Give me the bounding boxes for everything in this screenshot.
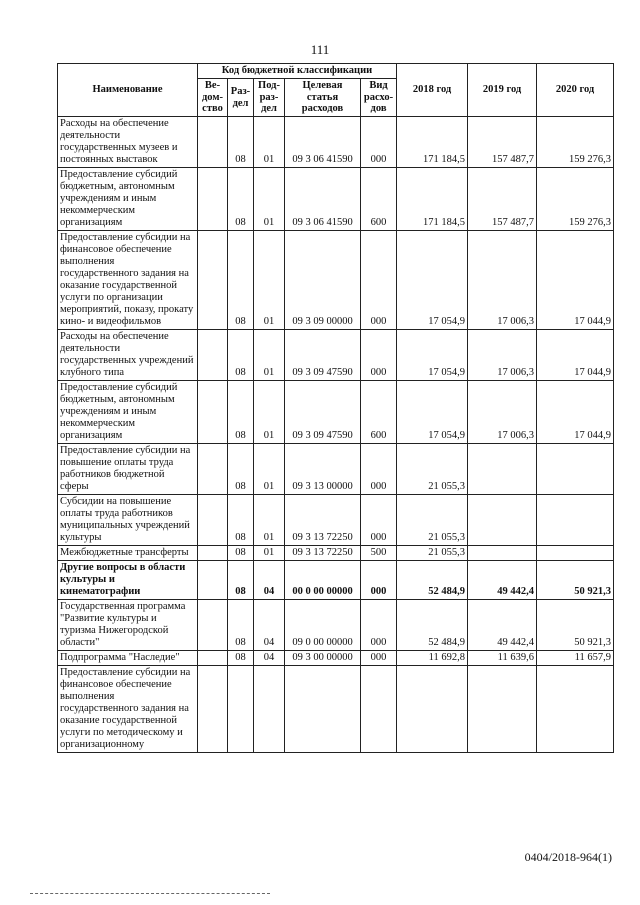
row-ved — [198, 168, 228, 231]
column-group-header: Код бюджетной классификации — [198, 64, 397, 79]
row-name: Предоставление субсидии на финансовое обеспечение выполнения государственного задания на оказание государственной услуги по методическому и организационному — [58, 666, 198, 753]
row-razdel: 08 — [228, 546, 254, 561]
table-row — [58, 651, 614, 666]
row-razdel: 08 — [228, 231, 254, 330]
row-value-2018 — [397, 666, 468, 753]
row-value-2018: 17 054,9 — [397, 381, 468, 444]
row-target: 00 0 00 00000 — [285, 561, 361, 600]
row-value-2018: 11 692,8 — [397, 651, 468, 666]
row-name: Расходы на обеспечение деятельности государственных музеев и постоянных выставок — [58, 117, 198, 168]
row-ved — [198, 444, 228, 495]
row-value-2020: 159 276,3 — [537, 117, 614, 168]
row-name: Подпрограмма "Наследие" — [58, 651, 198, 666]
row-razdel: 08 — [228, 444, 254, 495]
row-podrazdel: 01 — [254, 495, 285, 546]
table-row — [58, 666, 614, 753]
row-razdel: 08 — [228, 561, 254, 600]
row-value-2019 — [468, 666, 537, 753]
row-ved — [198, 666, 228, 753]
row-podrazdel: 01 — [254, 231, 285, 330]
table-row — [58, 117, 614, 168]
row-value-2020: 159 276,3 — [537, 168, 614, 231]
row-name: Межбюджетные трансферты — [58, 546, 198, 561]
row-vid: 000 — [361, 495, 397, 546]
row-name: Субсидии на повышение оплаты труда работников муниципальных учреждений культуры — [58, 495, 198, 546]
row-razdel: 08 — [228, 651, 254, 666]
column-header-podrazdel: Под- раз- дел — [254, 79, 285, 117]
row-value-2020 — [537, 666, 614, 753]
row-ved — [198, 651, 228, 666]
row-vid: 600 — [361, 168, 397, 231]
row-value-2020 — [537, 546, 614, 561]
row-value-2019: 157 487,7 — [468, 168, 537, 231]
row-podrazdel — [254, 666, 285, 753]
row-vid: 000 — [361, 651, 397, 666]
row-value-2019: 17 006,3 — [468, 381, 537, 444]
row-ved — [198, 117, 228, 168]
row-value-2019 — [468, 495, 537, 546]
row-razdel: 08 — [228, 600, 254, 651]
row-value-2020: 50 921,3 — [537, 561, 614, 600]
row-value-2020: 17 044,9 — [537, 231, 614, 330]
row-target: 09 3 00 00000 — [285, 651, 361, 666]
row-target: 09 3 06 41590 — [285, 168, 361, 231]
row-vid: 500 — [361, 546, 397, 561]
row-value-2020: 17 044,9 — [537, 330, 614, 381]
row-podrazdel: 04 — [254, 651, 285, 666]
row-ved — [198, 231, 228, 330]
column-header-vid: Вид расхо- дов — [361, 79, 397, 117]
table-row — [58, 231, 614, 330]
row-name: Предоставление субсидий бюджетным, автономным учреждениям и иным некоммерческим организациям — [58, 381, 198, 444]
row-value-2018: 21 055,3 — [397, 495, 468, 546]
row-value-2020: 11 657,9 — [537, 651, 614, 666]
row-razdel: 08 — [228, 495, 254, 546]
row-podrazdel: 01 — [254, 546, 285, 561]
row-value-2020 — [537, 444, 614, 495]
row-target: 09 0 00 00000 — [285, 600, 361, 651]
row-value-2018: 17 054,9 — [397, 231, 468, 330]
row-podrazdel: 01 — [254, 381, 285, 444]
row-podrazdel: 04 — [254, 561, 285, 600]
row-value-2019: 49 442,4 — [468, 600, 537, 651]
table-row — [58, 330, 614, 381]
row-podrazdel: 01 — [254, 168, 285, 231]
row-podrazdel: 04 — [254, 600, 285, 651]
row-name: Государственная программа "Развитие культуры и туризма Нижегородской области" — [58, 600, 198, 651]
budget-table — [57, 63, 614, 753]
row-target: 09 3 13 72250 — [285, 546, 361, 561]
page-number: 111 — [310, 42, 330, 57]
row-value-2018: 171 184,5 — [397, 117, 468, 168]
column-header-2020: 2020 год — [537, 64, 614, 117]
row-target: 09 3 09 47590 — [285, 381, 361, 444]
table-row — [58, 546, 614, 561]
row-vid: 000 — [361, 600, 397, 651]
column-header-razdel: Раз- дел — [228, 79, 254, 117]
row-vid: 000 — [361, 231, 397, 330]
table-body — [58, 117, 614, 753]
row-podrazdel: 01 — [254, 330, 285, 381]
row-name: Предоставление субсидии на повышение оплаты труда работников бюджетной сферы — [58, 444, 198, 495]
table-row — [58, 600, 614, 651]
bottom-rule — [30, 893, 270, 894]
table-row — [58, 495, 614, 546]
table-row — [58, 381, 614, 444]
row-vid: 000 — [361, 330, 397, 381]
row-value-2018: 17 054,9 — [397, 330, 468, 381]
row-value-2018: 52 484,9 — [397, 600, 468, 651]
row-name: Другие вопросы в области культуры и кинематографии — [58, 561, 198, 600]
column-header-2018: 2018 год — [397, 64, 468, 117]
row-target: 09 3 06 41590 — [285, 117, 361, 168]
row-value-2019: 17 006,3 — [468, 231, 537, 330]
row-ved — [198, 546, 228, 561]
row-vid: 000 — [361, 561, 397, 600]
row-value-2018: 21 055,3 — [397, 444, 468, 495]
row-ved — [198, 330, 228, 381]
row-ved — [198, 600, 228, 651]
table-row — [58, 561, 614, 600]
row-podrazdel: 01 — [254, 117, 285, 168]
row-razdel — [228, 666, 254, 753]
row-value-2019: 49 442,4 — [468, 561, 537, 600]
column-header-target: Целевая статья расходов — [285, 79, 361, 117]
row-value-2019: 157 487,7 — [468, 117, 537, 168]
row-target: 09 3 09 47590 — [285, 330, 361, 381]
row-razdel: 08 — [228, 381, 254, 444]
row-name: Предоставление субсидии на финансовое обеспечение выполнения государственного задания на оказание государственной услуги по организации мероприятий, показу, прокату кино- и видеофильмов — [58, 231, 198, 330]
row-target: 09 3 09 00000 — [285, 231, 361, 330]
row-value-2018: 171 184,5 — [397, 168, 468, 231]
table-row — [58, 444, 614, 495]
column-header-name: Наименование — [58, 64, 198, 117]
row-value-2019 — [468, 546, 537, 561]
row-vid: 600 — [361, 381, 397, 444]
document-code: 0404/2018-964(1) — [524, 850, 612, 864]
row-ved — [198, 561, 228, 600]
table-row — [58, 168, 614, 231]
row-ved — [198, 495, 228, 546]
row-razdel: 08 — [228, 117, 254, 168]
row-vid: 000 — [361, 444, 397, 495]
row-target — [285, 666, 361, 753]
row-value-2018: 52 484,9 — [397, 561, 468, 600]
row-value-2020: 17 044,9 — [537, 381, 614, 444]
row-value-2018: 21 055,3 — [397, 546, 468, 561]
row-value-2020: 50 921,3 — [537, 600, 614, 651]
column-header-2019: 2019 год — [468, 64, 537, 117]
row-podrazdel: 01 — [254, 444, 285, 495]
row-target: 09 3 13 72250 — [285, 495, 361, 546]
row-vid: 000 — [361, 117, 397, 168]
row-ved — [198, 381, 228, 444]
row-razdel: 08 — [228, 168, 254, 231]
row-vid — [361, 666, 397, 753]
row-value-2019 — [468, 444, 537, 495]
row-razdel: 08 — [228, 330, 254, 381]
row-name: Предоставление субсидий бюджетным, автономным учреждениям и иным некоммерческим организациям — [58, 168, 198, 231]
column-header-ved: Ве- дом- ство — [198, 79, 228, 117]
row-value-2019: 11 639,6 — [468, 651, 537, 666]
row-name: Расходы на обеспечение деятельности государственных учреждений клубного типа — [58, 330, 198, 381]
row-value-2020 — [537, 495, 614, 546]
row-target: 09 3 13 00000 — [285, 444, 361, 495]
row-value-2019: 17 006,3 — [468, 330, 537, 381]
